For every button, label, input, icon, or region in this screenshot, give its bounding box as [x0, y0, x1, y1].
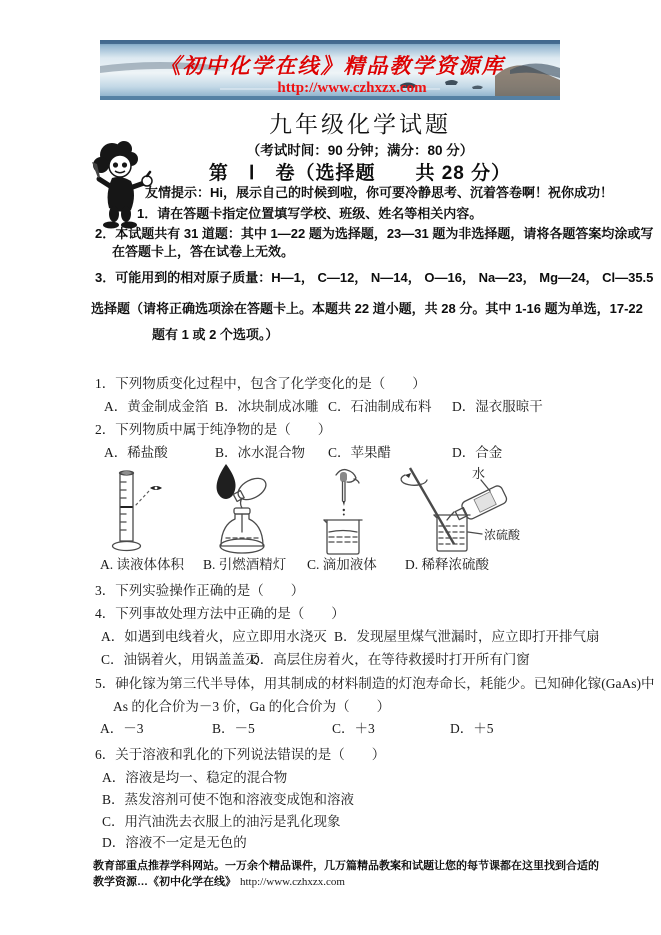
question-1-options — [0, 395, 661, 413]
question-2-stem: 2．下列物质中属于纯净物的是（ ） — [95, 422, 332, 437]
option-2c: C．苹果醋 — [328, 445, 392, 460]
dropper-beaker-icon — [310, 466, 372, 558]
banner-artwork-icon — [100, 40, 560, 100]
question-6-stem: 6．关于溶液和乳化的下列说法错误的是（ ） — [95, 747, 386, 762]
footer-line1: 教育部重点推荐学科网站。一万余个精品课件，几万篇精品教案和试题让您的每节课都在这里找到合适的 — [93, 860, 599, 872]
choice-note-line1: 选择题（请将正确选项涂在答题卡上。本题共 22 道小题，共 28 分。其中 1-16 题为单选，17-22 — [91, 301, 643, 316]
footer-line2 — [93, 872, 345, 890]
option-2b: B．冰水混合物 — [215, 445, 306, 460]
option-1d: D．湿衣服晾干 — [452, 399, 543, 414]
banner-title: 《初中化学在线》精品教学资源库 — [159, 54, 505, 78]
question-4-options-ab — [0, 625, 661, 643]
instruction-3: 3．可能用到的相对原子质量：H—1， C—12， N—14， O—16， Na—23， Mg—24， Cl—35.5 — [95, 270, 654, 285]
question-3-stem: 3．下列实验操作正确的是（ ） — [95, 583, 305, 598]
instruction-2-line1: 2．本试题共有 31 道题：其中 1—22 题为选择题，23—31 题为非选择题，请将各题答案均涂或写 — [95, 226, 654, 241]
option-1a: A．黄金制成金箔 — [104, 399, 209, 414]
option-4c: C．油锅着火，用锅盖盖灭 — [101, 652, 259, 667]
dilute-acid-icon — [388, 462, 528, 556]
choice-note-line2: 题有 1 或 2 个选项。） — [152, 327, 279, 342]
option-6d: D．溶液不一定是无色的 — [102, 835, 247, 850]
page-title: 九年级化学试题 — [269, 112, 451, 137]
graduated-cylinder-icon — [105, 468, 175, 558]
option-4b: B．发现屋里煤气泄漏时，应立即打开排气扇 — [334, 629, 600, 644]
option-4a: A．如遇到电线着火，应立即用水浇灭 — [101, 629, 327, 644]
caption-d: D. 稀释浓硫酸 — [405, 557, 489, 572]
water-label: 水 — [472, 466, 486, 481]
option-5b: B．－5 — [212, 721, 255, 736]
instruction-2-line2: 在答题卡上，答在试卷上无效。 — [112, 244, 295, 259]
option-2a: A．稀盐酸 — [104, 445, 168, 460]
figure-captions — [0, 553, 661, 571]
question-2-options — [0, 441, 661, 459]
option-6c: C．用汽油洗去衣服上的油污是乳化现象 — [102, 814, 341, 829]
option-4d: D．高层住房着火，在等待救援时打开所有门窗 — [250, 652, 530, 667]
question-1-stem: 1．下列物质变化过程中，包含了化学变化的是（ ） — [95, 376, 426, 391]
option-5d: D．＋5 — [450, 721, 494, 736]
question-5-stem-line2: As 的化合价为－3 价，Ga 的化合价为（ ） — [113, 699, 391, 714]
option-1b: B．冰块制成冰雕 — [215, 399, 319, 414]
option-6b: B．蒸发溶剂可使不饱和溶液变成饱和溶液 — [102, 792, 355, 807]
acid-label: 浓硫酸 — [484, 528, 521, 542]
instruction-1: 1．请在答题卡指定位置填写学校、班级、姓名等相关内容。 — [137, 206, 483, 221]
question-4-stem: 4．下列事故处理方法中正确的是（ ） — [95, 606, 345, 621]
question-4-options-cd — [0, 648, 661, 666]
caption-c: C. 滴加液体 — [307, 557, 377, 572]
footer-url-link[interactable]: http://www.czhxzx.com — [240, 876, 345, 888]
caption-a: A. 读液体体积 — [100, 557, 184, 572]
friendly-tip: 友情提示：Hi，展示自己的时候到啦，你可要冷静思考、沉着答卷啊！祝你成功！ — [145, 185, 614, 200]
footer-line2-text: 教学资源…《初中化学在线》 — [93, 876, 236, 888]
caption-b: B. 引燃酒精灯 — [203, 557, 287, 572]
volume-title: 第 Ⅰ 卷（选择题 共 28 分） — [208, 163, 512, 184]
question-5-stem-line1: 5．砷化镓为第三代半导体，用其制成的材料制造的灯泡寿命长，耗能少。已知砷化镓(GaAs)中 — [95, 676, 655, 691]
banner-url-link[interactable]: http://www.czhxzx.com — [277, 80, 427, 96]
option-5c: C．＋3 — [332, 721, 375, 736]
question-5-options — [0, 717, 661, 735]
option-6a: A．溶液是均一、稳定的混合物 — [102, 770, 288, 785]
option-1c: C．石油制成布料 — [328, 399, 432, 414]
option-5a: A．－3 — [100, 721, 144, 736]
site-banner — [100, 40, 560, 100]
exam-info: （考试时间：90 分钟；满分：80 分） — [246, 143, 474, 158]
option-2d: D．合金 — [452, 445, 503, 460]
alcohol-lamp-icon — [200, 462, 282, 558]
